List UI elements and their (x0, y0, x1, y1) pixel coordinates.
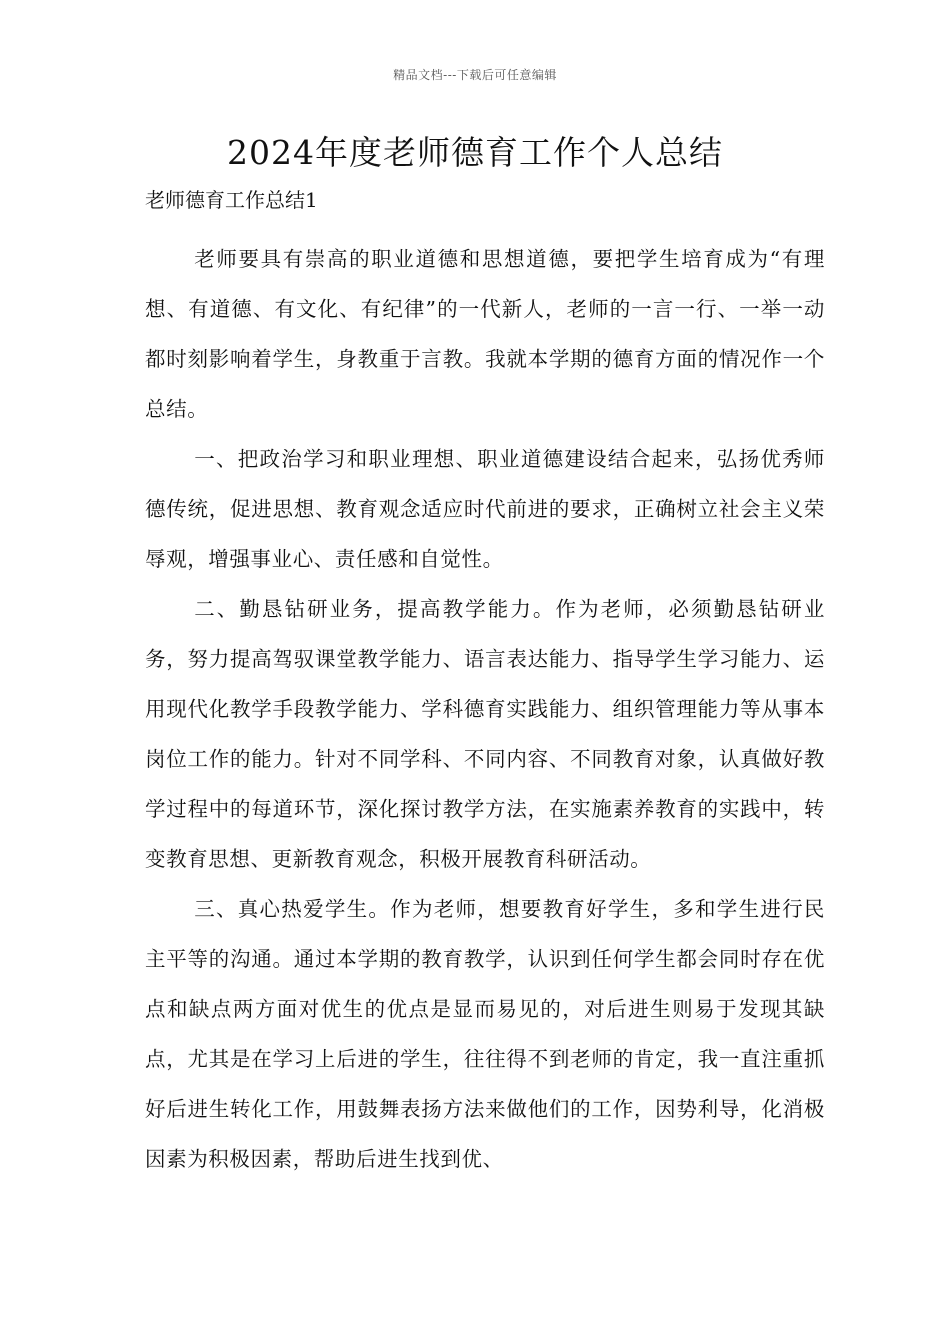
section-subtitle: 老师德育工作总结1 (145, 188, 318, 212)
document-title: 2024年度老师德育工作个人总结 (227, 133, 723, 172)
paragraph-intro: 老师要具有崇高的职业道德和思想道德，要把学生培育成为“有理想、有道德、有文化、有纪律”的一代新人，老师的一言一行、一举一动都时刻影响着学生，身教重于言教。我就本学期的德育方面的情况作一个总结。 (145, 247, 825, 421)
paragraph-point-2: 二、勤恳钻研业务，提高教学能力。作为老师，必须勤恳钻研业务，努力提高驾驭课堂教学能力、语言表达能力、指导学生学习能力、运用现代化教学手段教学能力、学科德育实践能力、组织管理能力等从事本岗位工作的能力。针对不同学科、不同内容、不同教育对象，认真做好教学过程中的每道环节，深化探讨教学方法，在实施素养教育的实践中，转变教育思想、更新教育观念，积极开展教育科研活动。 (145, 597, 825, 871)
paragraph-point-1: 一、把政治学习和职业理想、职业道德建设结合起来，弘扬优秀师德传统，促进思想、教育观念适应时代前进的要求，正确树立社会主义荣辱观，增强事业心、责任感和自觉性。 (145, 447, 825, 571)
paragraph-point-3: 三、真心热爱学生。作为老师，想要教育好学生，多和学生进行民主平等的沟通。通过本学期的教育教学，认识到任何学生都会同时存在优点和缺点两方面对优生的优点是显而易见的，对后进生则易于发现其缺点，尤其是在学习上后进的学生，往往得不到老师的肯定，我一直注重抓好后进生转化工作，用鼓舞表扬方法来做他们的工作，因势利导，化消极因素为积极因素，帮助后进生找到优、 (145, 897, 825, 1171)
document-body (145, 234, 825, 1184)
header-note: 精品文档---下载后可任意编辑 (393, 68, 557, 82)
